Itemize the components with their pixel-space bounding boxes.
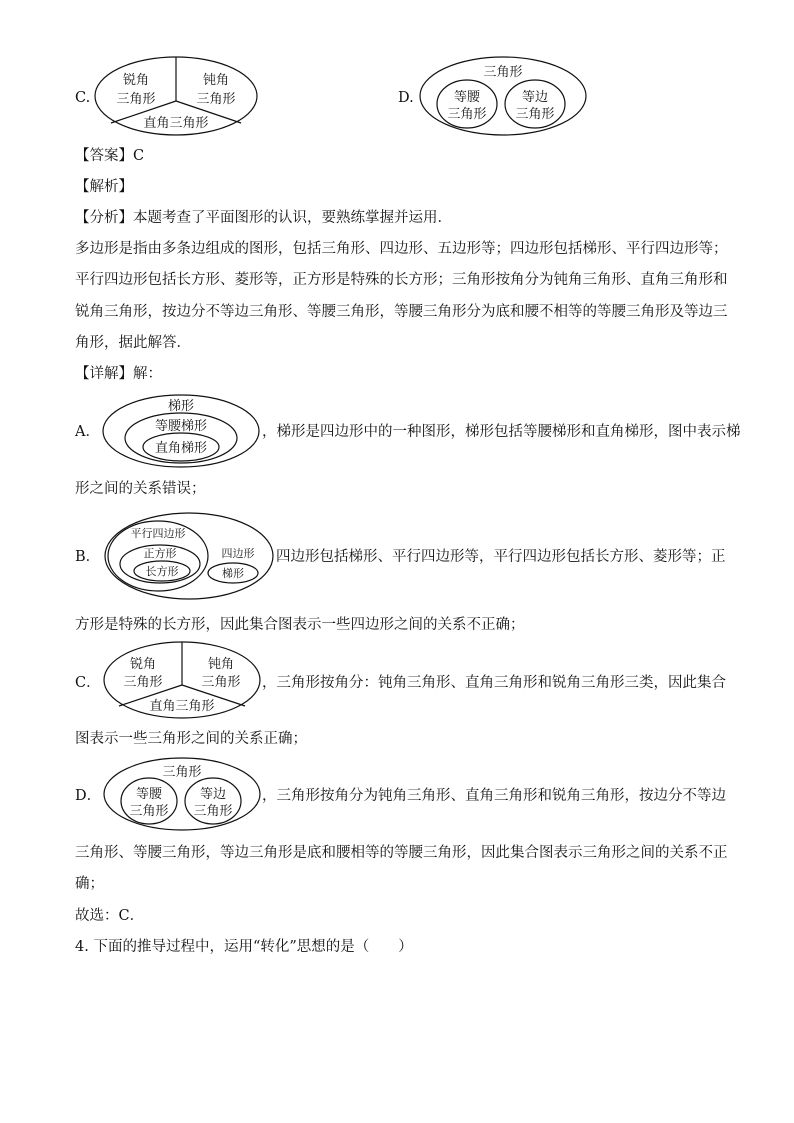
detail-c-diagram	[101, 639, 263, 721]
b-square: 正方形	[143, 547, 177, 560]
detail-c-text: ，三角形按角分：钝角三角形、直角三角形和锐角三角形三类，因此集合	[262, 675, 726, 691]
d2-right-top: 等边	[199, 787, 227, 802]
analysis-line: 【分析】本题考查了平面图形的认识，要熟练掌握并运用．	[75, 210, 452, 226]
question-4: 4. 下面的推导过程中，运用“转化”思想的是（ ）	[75, 939, 413, 955]
b-parallelogram: 平行四边形	[130, 527, 186, 540]
d2-left-bottom: 三角形	[129, 804, 169, 819]
c2-bottom: 直角三角形	[149, 699, 215, 714]
detail-b-label: B．	[75, 549, 101, 565]
analysis-line: 多边形是指由多条边组成的图形，包括三角形、四边形、五边形等；四边形包括梯形、平行四边形等；	[75, 241, 728, 257]
detail-a-label: A．	[75, 424, 100, 440]
b-trapezoid: 梯形	[222, 567, 244, 580]
b-rectangle: 长方形	[145, 565, 179, 578]
detail-b-diagram	[102, 510, 276, 602]
detail-a-text: ，梯形是四边形中的一种图形，梯形包括等腰梯形和直角梯形，图中表示梯	[262, 424, 741, 440]
c-right-bottom: 三角形	[196, 92, 236, 107]
c2-right-bottom: 三角形	[201, 675, 241, 690]
option-d-label: D.	[398, 90, 414, 106]
d-right-top: 等边	[521, 90, 549, 105]
option-c-diagram	[92, 54, 260, 138]
b-quad: 四边形	[221, 547, 255, 560]
detail-a-diagram	[100, 392, 262, 470]
detail-b-text: 四边形包括梯形、平行四边形等，平行四边形包括长方形、菱形等；正	[276, 549, 726, 565]
a-inner: 直角梯形	[154, 441, 208, 456]
d-outer: 三角形	[483, 65, 523, 80]
detail-d-label: D．	[75, 788, 102, 804]
detail-c-label: C．	[75, 675, 101, 691]
detail-c-text-cont: 图表示一些三角形之间的关系正确；	[75, 731, 307, 747]
option-c-label: C.	[75, 90, 91, 106]
analysis-line: 锐角三角形，按边分不等边三角形、等腰三角形，等腰三角形分为底和腰不相等的等腰三角形及等边三	[75, 304, 728, 320]
detail-d-text: ，三角形按角分为钝角三角形、直角三角形和锐角三角形，按边分不等边	[262, 788, 726, 804]
d-left-top: 等腰	[453, 90, 481, 105]
a-outer: 梯形	[167, 399, 195, 414]
d-left-bottom: 三角形	[447, 107, 487, 122]
c2-right-top: 钝角	[207, 657, 235, 672]
detail-a-text-cont: 形之间的关系错误；	[75, 481, 206, 497]
c-right-top: 钝角	[202, 73, 230, 88]
analysis-line: 角形，据此解答．	[75, 335, 191, 351]
analysis-line: 平行四边形包括长方形、菱形等，正方形是特殊的长方形；三角形按角分为钝角三角形、直角三角形和	[75, 272, 728, 288]
option-d-diagram	[417, 54, 589, 138]
c-bottom: 直角三角形	[143, 116, 209, 131]
answer: 【答案】C	[75, 148, 145, 164]
c2-left-bottom: 三角形	[123, 675, 163, 690]
detail-d-text-cont: 确；	[75, 876, 104, 892]
detail-b-text-cont: 方形是特殊的长方形，因此集合图表示一些四边形之间的关系不正确；	[75, 617, 525, 633]
detail-heading: 【详解】解：	[75, 366, 162, 382]
c2-left-top: 锐角	[129, 657, 157, 672]
detail-d-text-cont: 三角形、等腰三角形，等边三角形是底和腰相等的等腰三角形，因此集合图表示三角形之间的关系不正	[75, 845, 728, 861]
c-left-top: 锐角	[122, 73, 150, 88]
d2-right-bottom: 三角形	[193, 804, 233, 819]
d-right-bottom: 三角形	[515, 107, 555, 122]
a-middle: 等腰梯形	[154, 419, 208, 434]
analysis-heading: 【解析】	[75, 179, 133, 195]
d2-outer: 三角形	[162, 765, 202, 780]
d2-left-top: 等腰	[135, 787, 163, 802]
c-left-bottom: 三角形	[116, 92, 156, 107]
conclusion: 故选：C．	[75, 908, 145, 924]
detail-d-diagram	[101, 755, 263, 833]
